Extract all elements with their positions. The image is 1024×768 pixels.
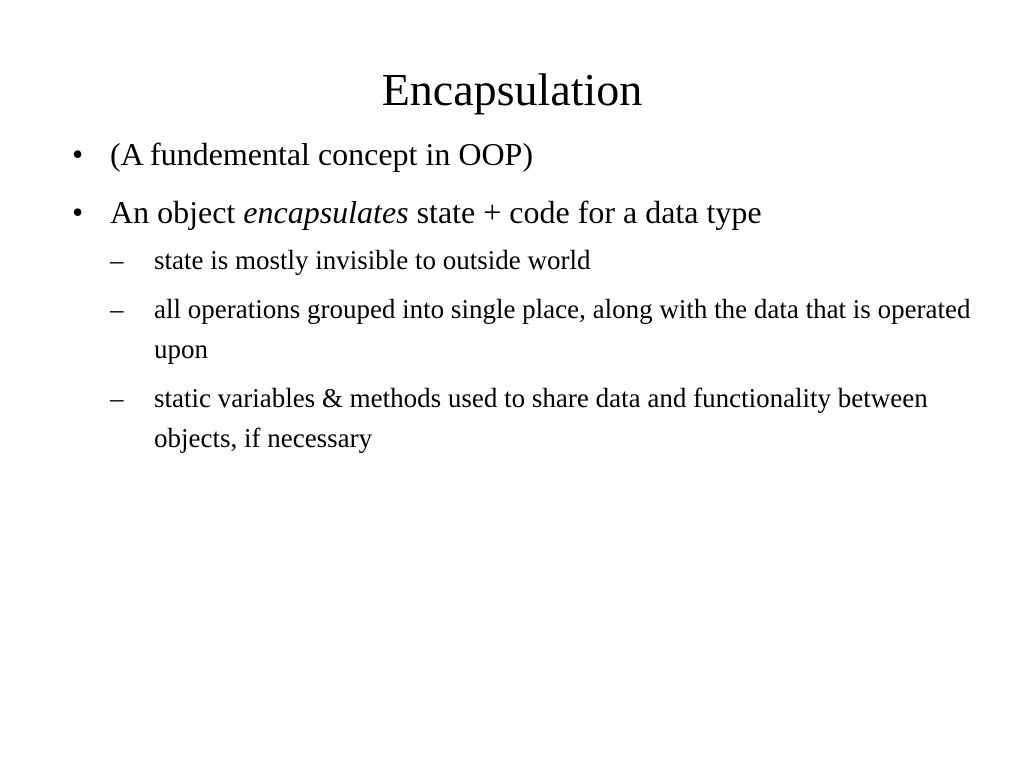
bullet-text: (A fundemental concept in OOP) bbox=[110, 136, 533, 172]
sub-bullet-text: static variables & methods used to share data and functionality between objects, if necessary bbox=[154, 383, 928, 453]
sub-bullet-item bbox=[110, 378, 972, 458]
sub-bullet-list bbox=[110, 240, 972, 458]
bullet-item bbox=[72, 192, 972, 458]
sub-bullet-text: state is mostly invisible to outside world bbox=[154, 245, 591, 275]
sub-bullet-item bbox=[110, 289, 972, 369]
dash-marker: – bbox=[110, 245, 124, 275]
sub-bullet-item bbox=[110, 240, 972, 280]
dash-marker: – bbox=[110, 294, 124, 324]
bullet-text-start: An object bbox=[110, 194, 244, 230]
bullet-text-emphasis: encapsulates bbox=[243, 194, 409, 230]
slide-title: Encapsulation bbox=[381, 64, 643, 115]
bullet-text-end: state + code for a data type bbox=[408, 194, 762, 230]
dash-marker: – bbox=[110, 383, 124, 413]
bullet-marker: • bbox=[72, 136, 84, 172]
bullet-marker: • bbox=[72, 194, 84, 230]
bullet-list bbox=[72, 134, 972, 476]
bullet-item bbox=[72, 134, 972, 174]
sub-bullet-text: all operations grouped into single place, along with the data that is operated upon bbox=[154, 294, 971, 364]
